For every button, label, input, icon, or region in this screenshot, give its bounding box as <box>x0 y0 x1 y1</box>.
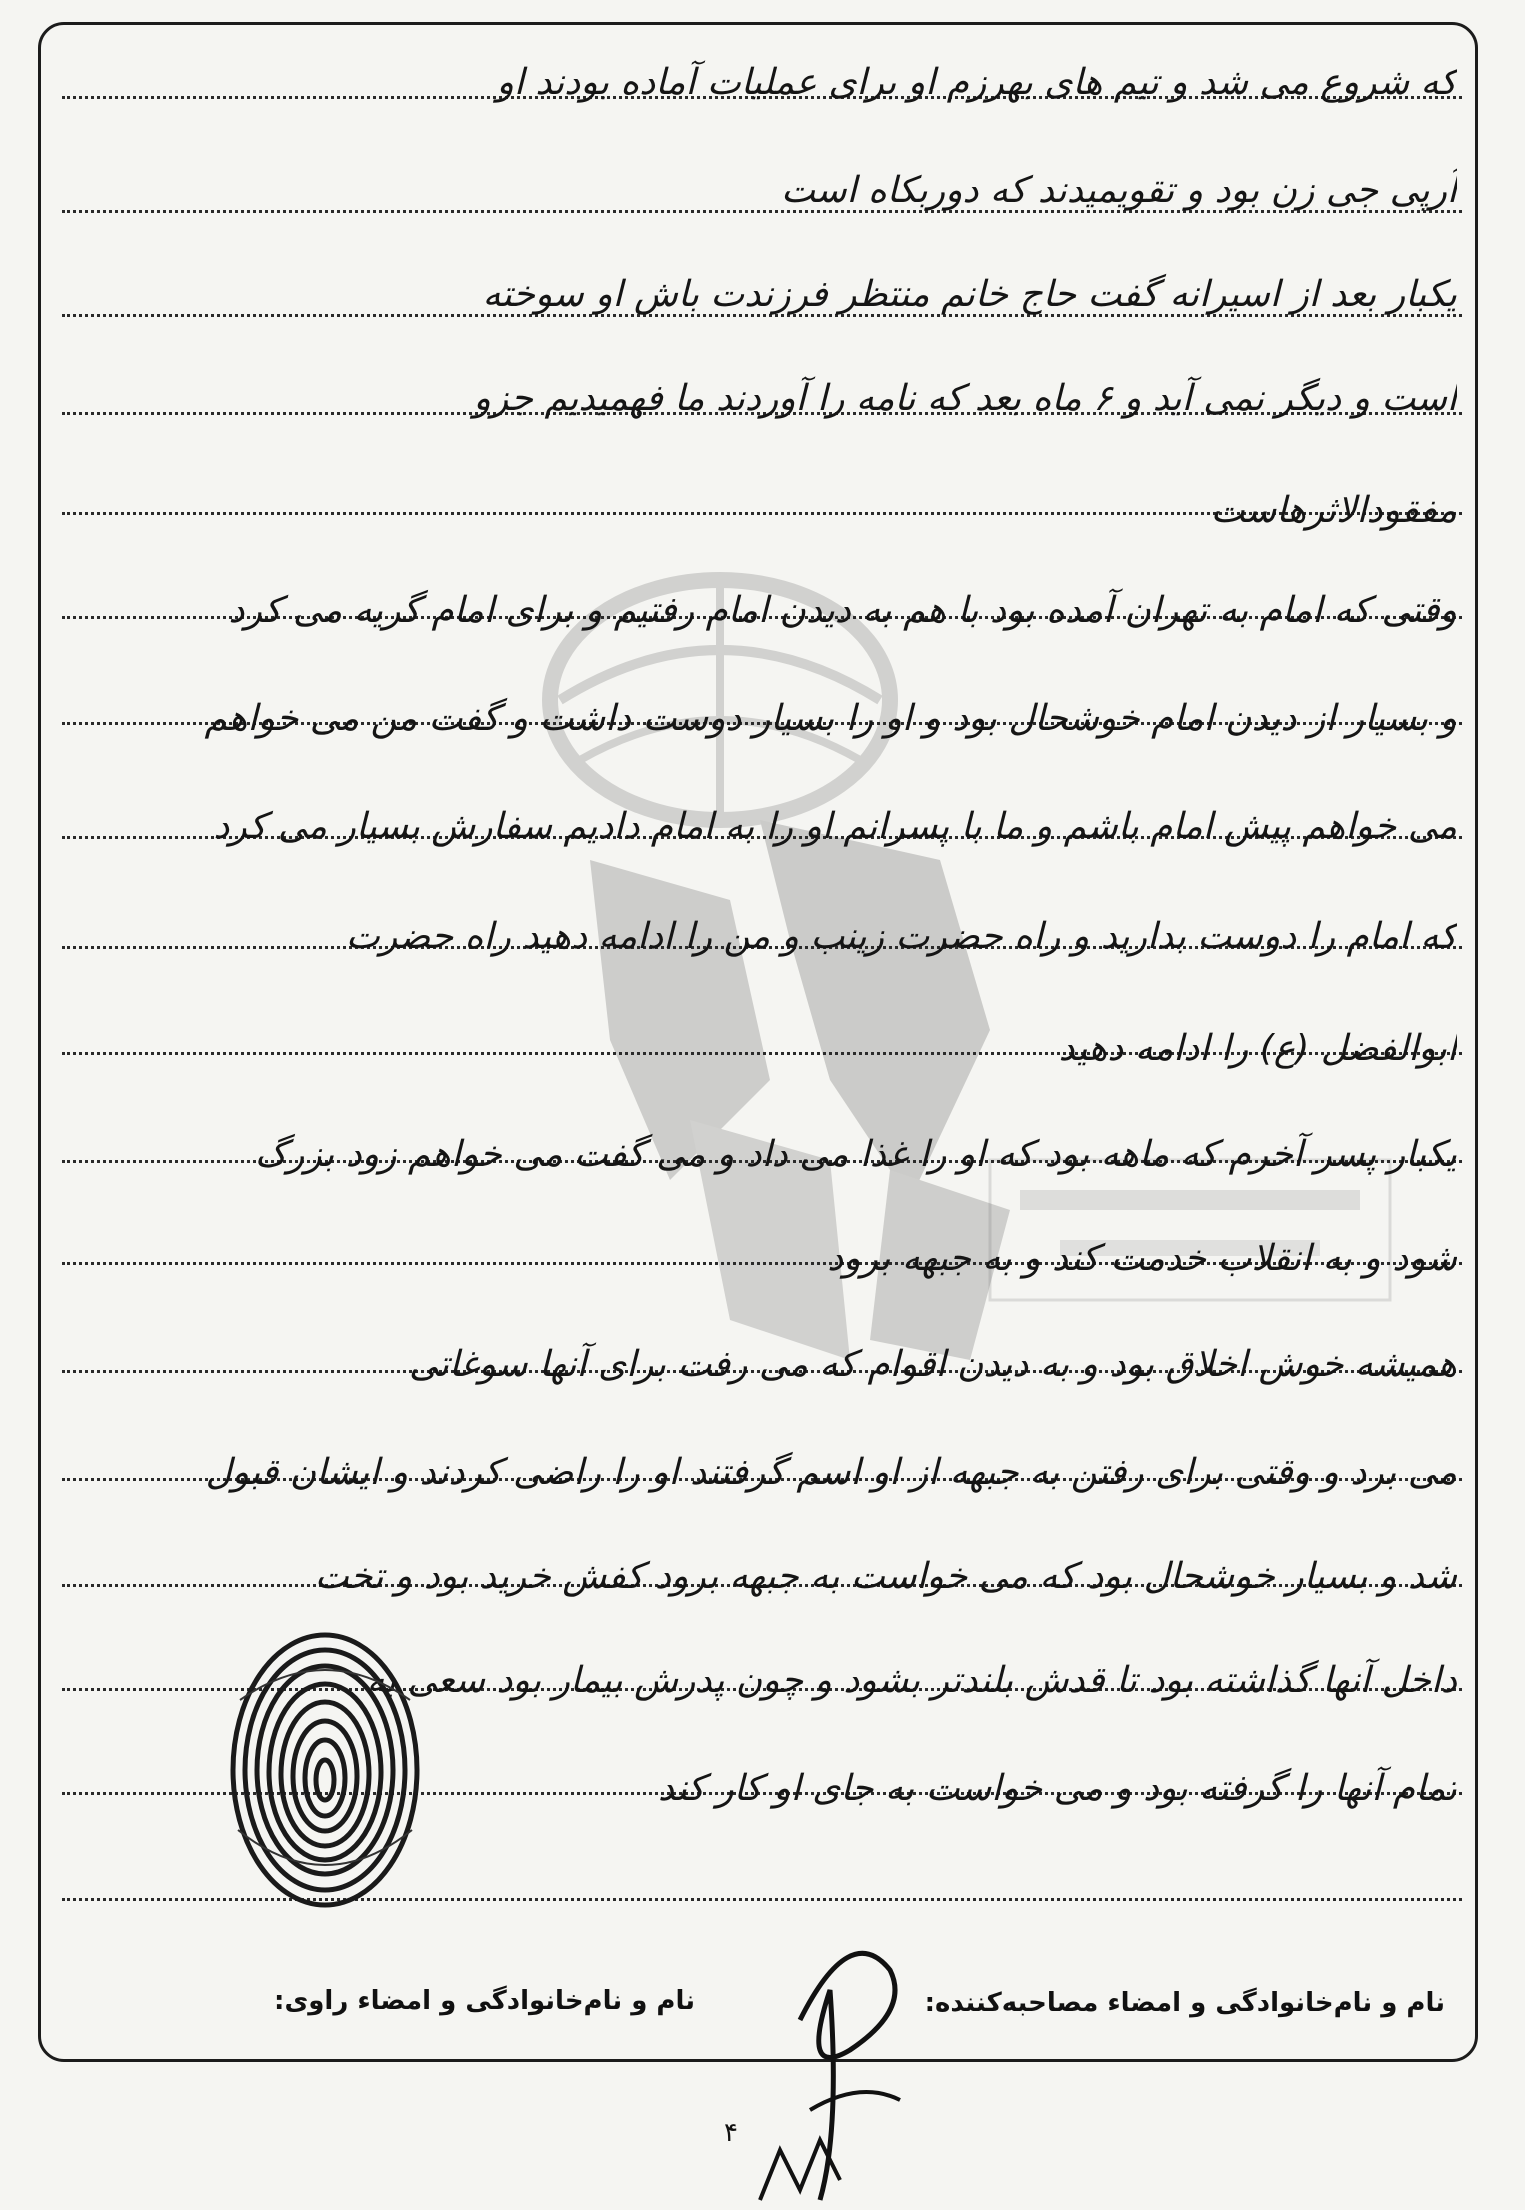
handwritten-line: و بسیار از دیدن امام خوشحال بود و او را بسیار دوست داشت و گفت من می خواهم <box>204 698 1457 739</box>
handwritten-line: داخل آنها گذاشته بود تا قدش بلندتر بشود و چون پدرش بیمار بود سعی به <box>366 1660 1457 1701</box>
handwritten-line: که شروع می شد و تیم های بهرزم او برای عملیات آماده بودند او <box>496 62 1457 103</box>
handwritten-line: می برد و وقتی برای رفتن به جبهه از او اسم گرفتند او را راضی کردند و ایشان قبول <box>205 1452 1457 1493</box>
handwritten-line: ابوالفضل (ع) را ادامه دهید <box>1058 1028 1457 1069</box>
handwritten-line: شود و به انقلاب خدمت کند و به جبهه برود <box>827 1238 1457 1279</box>
handwritten-line: همیشه خوش اخلاق بود و به دیدن اقوام که می رفت برای آنها سوغاتی <box>408 1344 1457 1385</box>
page-number: ۴ <box>724 2118 738 2148</box>
handwritten-line: است و دیگر نمی آید و ۶ ماه بعد که نامه را آوردند ما فهمیدیم جزو <box>473 378 1457 419</box>
handwritten-line: یکبار پسر آخرم که ماهه بود که او را غذا می داد و می گفت می خواهم زود بزرگ <box>254 1134 1457 1175</box>
handwritten-line: می خواهم پیش امام باشم و ما با پسرانم او را به امام دادیم سفارش بسیار می کرد <box>213 806 1457 847</box>
fingerprint-mark <box>220 1620 430 1920</box>
handwritten-line: شد و بسیار خوشحال بود که می خواست به جبهه برود کفش خرید بود و تخت <box>314 1556 1457 1597</box>
signature-fragment <box>740 2120 880 2210</box>
handwritten-line: تمام آنها را گرفته بود و می خواست به جای او کار کند <box>658 1768 1457 1809</box>
narrator-signature-label: نام و نام‌خانوادگی و امضاء راوی: <box>274 1986 695 2016</box>
handwritten-line: یکبار بعد از اسیرانه گفت حاج خانم منتظر فرزندت باش او سوخته <box>482 274 1457 315</box>
handwritten-line: که امام را دوست بدارید و راه حضرت زینب و من را ادامه دهید راه حضرت <box>346 916 1457 957</box>
interviewer-signature-label: نام و نام‌خانوادگی و امضاء مصاحبه‌کننده: <box>924 1988 1445 2018</box>
handwritten-line: آرپی جی زن بود و تقویمیدند که دوربکاه است <box>781 170 1457 211</box>
handwritten-line: وقتی که امام به تهران آمده بود با هم به دیدن امام رفتیم و برای امام گریه می کرد <box>228 590 1457 631</box>
handwritten-line: مفقودالاثرهاست <box>1210 490 1457 531</box>
